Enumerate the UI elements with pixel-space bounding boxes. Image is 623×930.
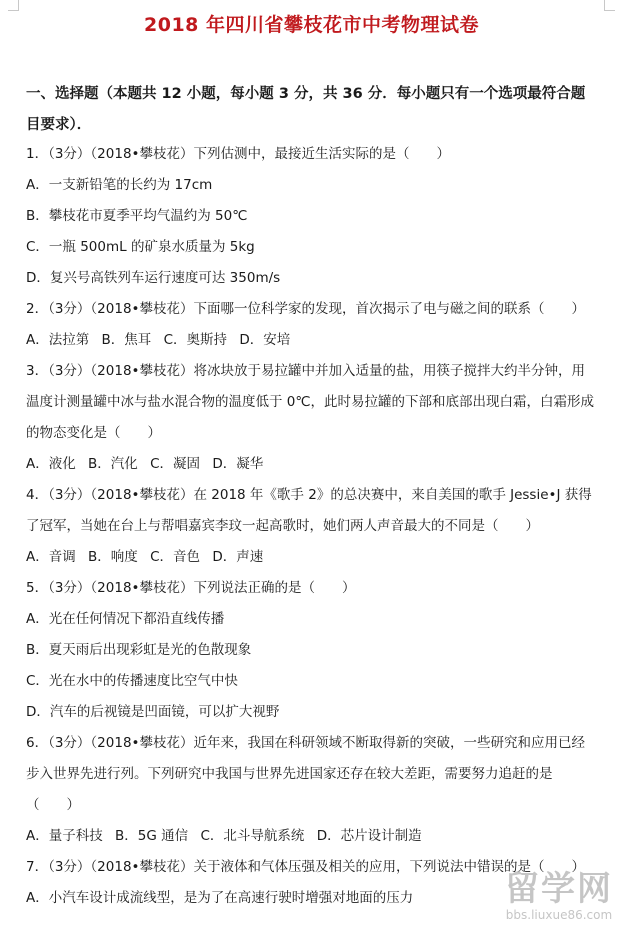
question-option: C．光在水中的传播速度比空气中快 [26, 673, 238, 689]
question-option: B．攀枝花市夏季平均气温约为 50℃ [26, 208, 248, 224]
section-heading: 一、选择题（本题共 12 小题，每小题 3 分，共 36 分．每小题只有一个选项最符合题目要求）． [26, 86, 586, 133]
watermark-url: bbs.liuxue86.com [505, 908, 613, 922]
site-watermark [505, 870, 613, 922]
question-option: C．奥斯持 [163, 332, 228, 348]
question-option: A．一支新铅笔的长约为 17cm [26, 177, 213, 193]
question-option: D．声速 [212, 549, 264, 565]
question-option: B．响度 [88, 549, 138, 565]
question-stem: 2．（3分）（2018•攀枝花）下面哪一位科学家的发现，首次揭示了电与磁之间的联系（ ） [26, 301, 585, 317]
question-stem: 5．（3分）（2018•攀枝花）下列说法正确的是（ ） [26, 580, 356, 596]
question-option: A．光在任何情况下都沿直线传播 [26, 611, 225, 627]
question-options-row [26, 449, 598, 480]
question-option: A．音调 [26, 549, 76, 565]
question-stem: 3．（3分）（2018•攀枝花）将冰块放于易拉罐中并加入适量的盐，用筷子搅拌大约半分钟，用温度计测量罐中冰与盐水混合物的温度低于 0℃，此时易拉罐的下部和底部出现白霜，白霜形成的物态变化是（ ） [26, 363, 595, 441]
question-option: C．凝固 [150, 456, 201, 472]
question-option: D．安培 [239, 332, 291, 348]
question-option: B．夏天雨后出现彩虹是光的色散现象 [26, 642, 252, 658]
document-title: 2018 年四川省攀枝花市中考物理试卷 [144, 14, 479, 36]
question-option: A．法拉第 [26, 332, 90, 348]
question-option: D．复兴号高铁列车运行速度可达 350m/s [26, 270, 281, 286]
question-stem: 1．（3分）（2018•攀枝花）下列估测中，最接近生活实际的是（ ） [26, 146, 450, 162]
question-stem: 6．（3分）（2018•攀枝花）近年来，我国在科研领域不断取得新的突破，一些研究和应用已经步入世界先进行列。下列研究中我国与世界先进国家还存在较大差距，需要努力追赶的是（ ） [26, 735, 585, 813]
question-option: D．汽车的后视镜是凹面镜，可以扩大视野 [26, 704, 280, 720]
question-list [26, 139, 598, 914]
question-option: A．量子科技 [26, 828, 103, 844]
question-option: A．小汽车设计成流线型，是为了在高速行驶时增强对地面的压力 [26, 890, 414, 906]
question-option: A．液化 [26, 456, 76, 472]
question-options-row [26, 325, 598, 356]
question-option: B．5G 通信 [115, 828, 189, 844]
question-stem: 4．（3分）（2018•攀枝花）在 2018 年《歌手 2》的总决赛中，来自美国的歌手 Jessie•J 获得了冠军，当她在台上与帮唱嘉宾李玟一起高歌时，她们两人声音最大的不同是（ ） [26, 487, 592, 534]
watermark-brand: 留学网 [505, 869, 613, 909]
question-option: D．芯片设计制造 [316, 828, 422, 844]
question-option: D．凝华 [212, 456, 264, 472]
question-option: C．一瓶 500mL 的矿泉水质量为 5kg [26, 239, 255, 255]
question-options-row [26, 821, 598, 852]
question-options-row [26, 542, 598, 573]
question-stem: 7．（3分）（2018•攀枝花）关于液体和气体压强及相关的应用，下列说法中错误的是（ ） [26, 859, 585, 875]
question-option: C．音色 [150, 549, 201, 565]
question-option: B．汽化 [88, 456, 138, 472]
question-option: B．焦耳 [101, 332, 152, 348]
question-option: C．北斗导航系统 [200, 828, 305, 844]
